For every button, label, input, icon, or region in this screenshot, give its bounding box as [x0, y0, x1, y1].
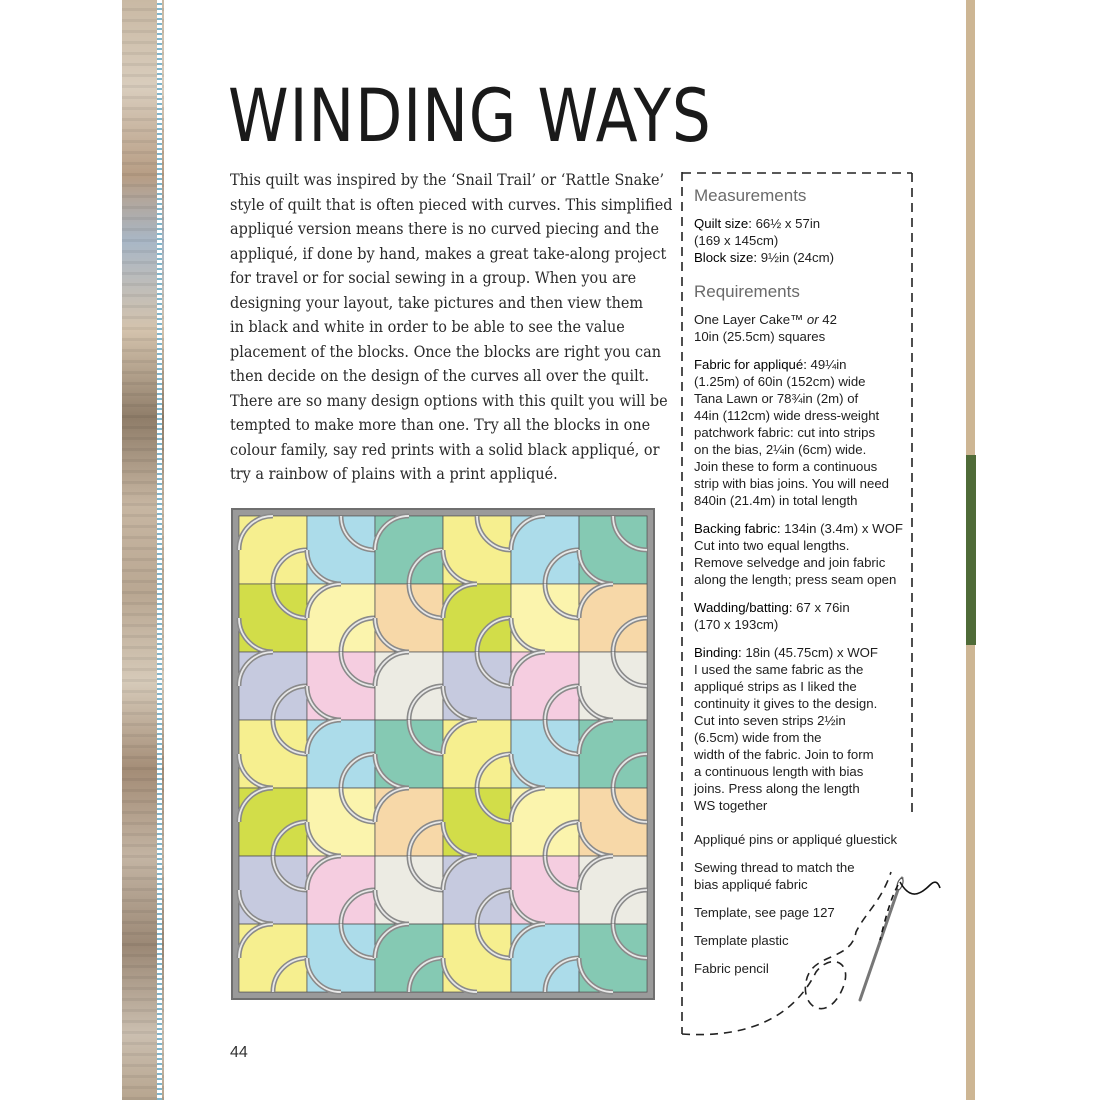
sidebar — [694, 185, 914, 988]
measurements-block — [694, 215, 914, 266]
plant-leaves-image — [966, 455, 976, 645]
item-text: Appliqué pins or appliqué gluestick — [694, 832, 898, 847]
requirements-heading: Requirements — [694, 282, 800, 301]
fabric-line: Join these to form a continuous — [694, 459, 878, 474]
intro-line: appliqué, if done by hand, makes a great take-along project — [230, 244, 667, 263]
item-text: Template plastic — [694, 933, 789, 948]
left-strip-stitch-edge — [157, 0, 162, 1100]
item-text: bias appliqué fabric — [694, 877, 808, 892]
layer-cake-count: 42 — [822, 312, 837, 327]
block-size-value: 9½in (24cm) — [757, 250, 834, 265]
backing-item — [694, 520, 914, 588]
intro-line: in black and white in order to be able to see the value — [230, 318, 625, 336]
quilt-size-value: 66½ x 57in — [751, 216, 821, 231]
wadding-line2: (170 x 193cm) — [694, 617, 779, 632]
binding-item — [694, 644, 914, 814]
wadding-item — [694, 599, 914, 633]
page-title: WINDING WAYS — [228, 74, 712, 159]
intro-paragraph — [230, 168, 673, 487]
intro-line: then decide on the design of the curves all over the quilt. — [230, 367, 650, 385]
fabric-item — [694, 356, 914, 509]
layer-cake-item — [694, 311, 914, 345]
item-text: Template, see page 127 — [694, 905, 835, 920]
backing-line: Cut into two equal lengths. — [694, 538, 850, 553]
backing-line: Remove selvedge and join fabric — [694, 555, 886, 570]
fabric-label: Fabric for appliqué: — [694, 357, 807, 372]
item-text: Sewing thread to match the — [694, 860, 855, 875]
layer-cake-or: or — [803, 312, 823, 327]
binding-line: WS together — [694, 798, 768, 813]
layer-cake-text: One Layer Cake™ — [694, 312, 804, 327]
right-photo-strip — [966, 0, 1100, 1100]
quilt-size-label: Quilt size: — [694, 216, 752, 231]
intro-line: style of quilt that is often pieced with curves. This simplified — [230, 195, 673, 214]
intro-line: There are so many design options with this quilt you will be — [230, 391, 668, 410]
backing-label: Backing fabric: — [694, 521, 781, 536]
binding-value: 18in (45.75cm) x WOF — [741, 645, 878, 660]
fabric-line: 44in (112cm) wide dress-weight — [694, 408, 880, 423]
intro-line: colour family, say red prints with a solid black appliqué, or — [230, 440, 660, 459]
block-size-label: Block size: — [694, 250, 758, 265]
fabric-line: strip with bias joins. You will need — [694, 476, 889, 491]
backing-line: along the length; press seam open — [694, 572, 897, 587]
intro-line: tempted to make more than one. Try all the blocks in one — [230, 416, 651, 434]
binding-line: joins. Press along the length — [694, 781, 860, 796]
intro-line: placement of the blocks. Once the blocks are right you can — [230, 342, 661, 361]
intro-line: designing your layout, take pictures and then view them — [230, 293, 644, 312]
fabric-line: patchwork fabric: cut into strips — [694, 425, 876, 440]
intro-line: try a rainbow of plains with a print appliqué. — [230, 465, 558, 483]
backing-value: 134in (3.4m) x WOF — [780, 521, 903, 536]
wadding-label: Wadding/batting: — [694, 600, 793, 615]
binding-label: Binding: — [694, 645, 742, 660]
fabric-value: 49¼in — [806, 357, 847, 372]
intro-line: This quilt was inspired by the ‘Snail Trail’ or ‘Rattle Snake’ — [230, 171, 665, 189]
fabric-line: (1.25m) of 60in (152cm) wide — [694, 374, 866, 389]
intro-line: appliqué version means there is no curved piecing and the — [230, 220, 659, 238]
pins-item — [694, 831, 914, 848]
measurements-heading: Measurements — [694, 186, 807, 205]
binding-line: continuity it gives to the design. — [694, 696, 878, 711]
binding-line: Cut into seven strips 2½in — [694, 713, 846, 728]
fabric-line: on the bias, 2¼in (6cm) wide. — [694, 442, 867, 457]
fabric-line: Tana Lawn or 78¾in (2m) of — [694, 391, 859, 406]
wadding-value: 67 x 76in — [792, 600, 850, 615]
layer-cake-line2: 10in (25.5cm) squares — [694, 329, 826, 344]
item-text: Fabric pencil — [694, 961, 769, 976]
binding-line: width of the fabric. Join to form — [694, 747, 874, 762]
binding-line: I used the same fabric as the — [694, 662, 864, 677]
binding-line: a continuous length with bias — [694, 764, 864, 779]
binding-line: appliqué strips as I liked the — [694, 679, 857, 694]
page-number: 44 — [230, 1044, 248, 1061]
quilt-size-metric: (169 x 145cm) — [694, 233, 779, 248]
binding-line: (6.5cm) wide from the — [694, 730, 822, 745]
quilt-diagram — [231, 508, 655, 1000]
needle-thread-icon — [790, 870, 950, 1010]
fabric-line: 840in (21.4m) in total length — [694, 493, 858, 508]
intro-line: for travel or for social sewing in a group. When you are — [230, 269, 637, 287]
